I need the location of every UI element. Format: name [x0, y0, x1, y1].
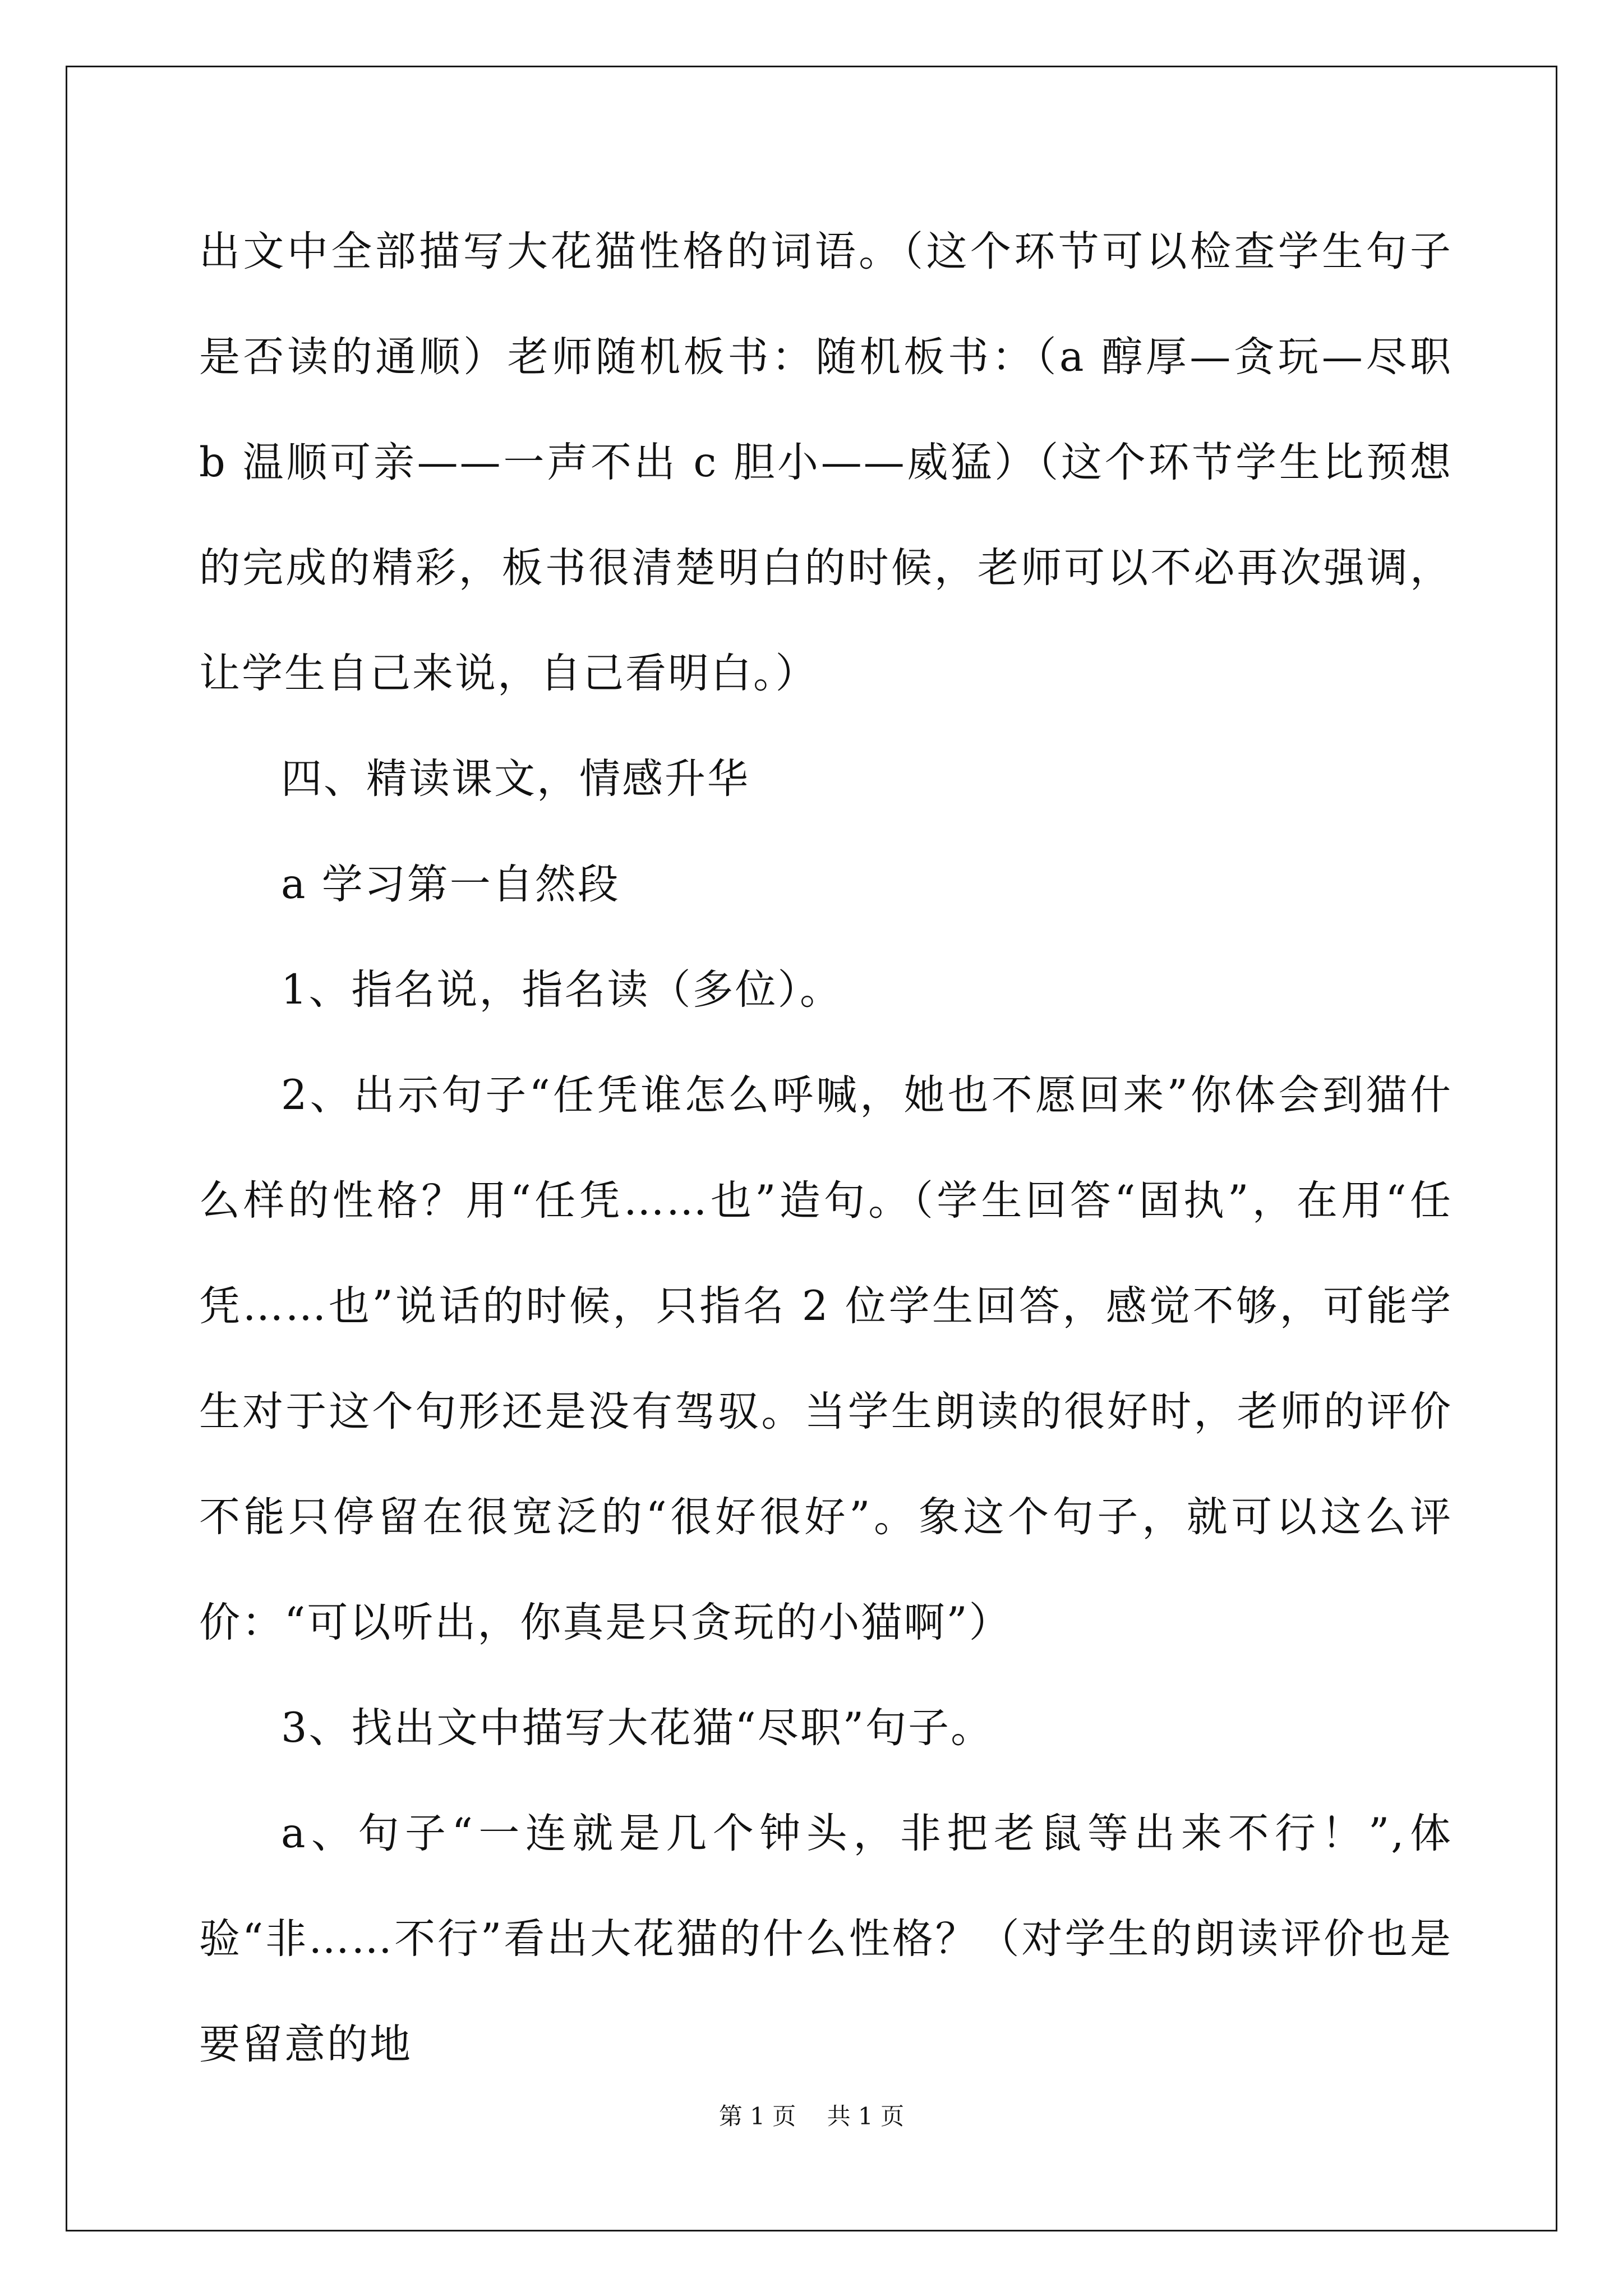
subsection-heading: a 学习第一自然段 [281, 861, 620, 908]
page-total: 共 1 页 [827, 2102, 905, 2130]
paragraph: 3、找出文中描写大花猫“尽职”句子。 [281, 1704, 994, 1752]
paragraph: 1、指名说，指名读（多位）。 [281, 966, 842, 1014]
page-footer [0, 2098, 1623, 2132]
paragraph: 出文中全部描写大花猫性格的词语。（这个环节可以检查学生句子是否读的通顺）老师随机板书：随机板书：（a 醇厚—贪玩—尽职 b 温顺可亲——一声不出 c 胆小——威猛）（这个环节学生比预想的完成的精彩，板书很清楚明白的时候，老师可以不必再次强调，让学生自己来说，自己看明白。） [199, 228, 1453, 697]
page-number: 第 1 页 [718, 2102, 796, 2130]
section-heading: 四、精读课文，情感升华 [281, 755, 750, 803]
paragraph: a、句子“一连就是几个钟头，非把老鼠等出来不行！”,体验“非……不行”看出大花猫的什么性格？（对学生的朗读评价也是要留意的地 [199, 1810, 1453, 2068]
document-body [199, 199, 1453, 2097]
paragraph: 2、出示句子“任凭谁怎么呼喊，她也不愿回来”你体会到猫什么样的性格？用“任凭……也”造句。（学生回答“固执”，在用“任凭……也”说话的时候，只指名 2 位学生回答，感觉不够，可能学生对于这个句形还是没有驾驭。当学生朗读的很好时，老师的评价不能只停留在很宽泛的“很好很好”。象这个句子，就可以这么评价：“可以听出，你真是只贪玩的小猫啊”） [199, 1071, 1453, 1646]
